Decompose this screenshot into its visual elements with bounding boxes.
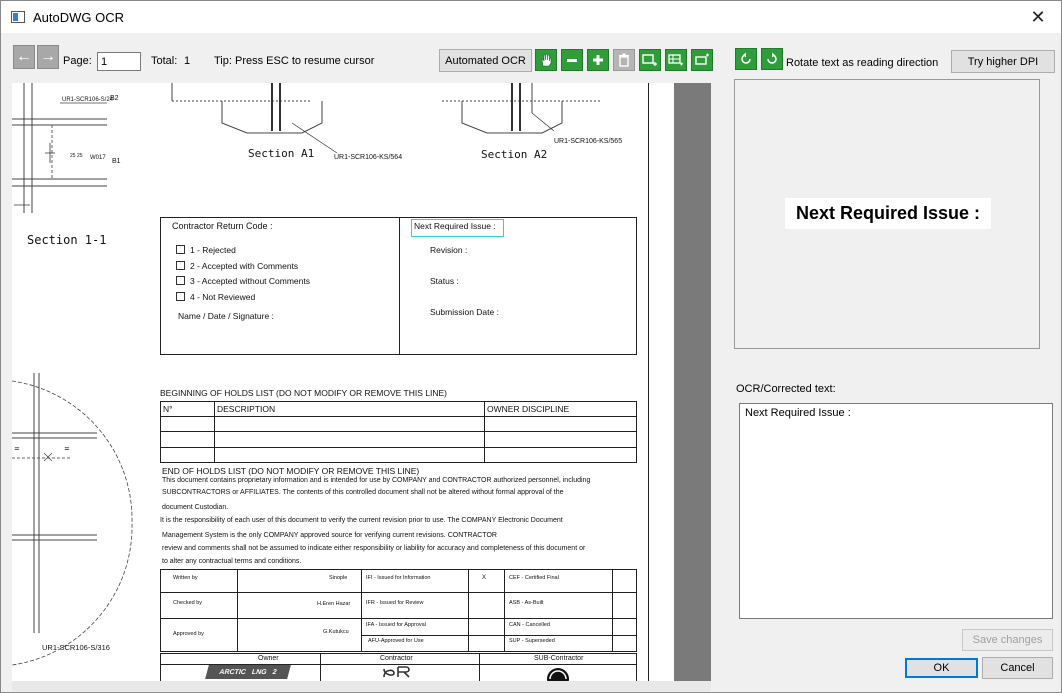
rotate-cw-icon[interactable] [761, 48, 783, 70]
ref-label-s316: UR1-SCR106-S/316 [42, 643, 110, 652]
return-option-3-checkbox[interactable] [176, 276, 185, 285]
status-ifa: IFA - Issued for Approval [366, 622, 426, 628]
return-option-4-checkbox[interactable] [176, 292, 185, 301]
rotate-ccw-icon[interactable] [735, 48, 757, 70]
logo-arctic-text: ARCTIC [218, 668, 247, 676]
total-label: Total: [151, 55, 178, 67]
add-region-icon[interactable] [639, 49, 661, 71]
toolbar [1, 45, 1062, 73]
signature-label: Name / Date / Signature : [178, 311, 274, 321]
signoff-row-line [361, 635, 637, 636]
ref-label-b2: B2 [110, 95, 119, 102]
revision-label: Revision : [430, 245, 468, 255]
holds-col-description: DESCRIPTION [217, 404, 276, 414]
drawing-viewer[interactable] [12, 83, 711, 681]
next-page-button[interactable]: → [37, 45, 59, 69]
return-option-1-checkbox[interactable] [176, 245, 185, 254]
written-by-name: Sinople [329, 575, 348, 581]
ref-label-b1: B1 [112, 158, 121, 165]
higher-dpi-button[interactable]: Try higher DPI [951, 50, 1055, 73]
minus-icon[interactable] [561, 49, 583, 71]
holds-end-label: END OF HOLDS LIST (DO NOT MODIFY OR REMOVE THIS LINE) [162, 466, 420, 476]
submission-label: Submission Date : [430, 307, 499, 317]
window-title: AutoDWG OCR [33, 9, 125, 25]
contractor-label: Contractor [380, 655, 413, 662]
ref-label-ks564: UR1-SCR106-KS/564 [334, 154, 403, 161]
return-option-1: 1 - Rejected [190, 245, 236, 255]
signoff-col-line [237, 569, 238, 652]
app-icon [11, 11, 25, 23]
section-1-1-label: Section 1-1 [27, 233, 107, 247]
ocr-preview-panel [734, 79, 1040, 349]
tip-text: Tip: Press ESC to resume cursor [214, 55, 375, 67]
notice-line-5: Management System is the only COMPANY approved source for verifying current revisions. CONTRACTOR [162, 532, 497, 539]
trash-icon[interactable] [613, 49, 635, 71]
logo-lng-text: LNG [250, 668, 268, 676]
arctic-lng-logo [205, 665, 291, 679]
notice-line-3: document Custodian. [162, 504, 229, 511]
status-cef: CEF - Certified Final [509, 575, 559, 581]
holds-row-line [160, 416, 637, 417]
return-code-title: Contractor Return Code : [172, 221, 273, 231]
return-option-2: 2 - Accepted with Comments [190, 261, 299, 271]
status-ifr: IFR - Issued for Review [366, 600, 424, 606]
ref-label-s24: UR1-SCR106-S/24 [62, 97, 114, 103]
total-value: 1 [184, 55, 191, 67]
notice-line-7: to alter any contractual terms and conditions. [162, 558, 302, 565]
rotate-label: Rotate text as reading direction [786, 57, 939, 69]
status-ifi: IFI - Issued for Information [366, 575, 431, 581]
ocr-text-label: OCR/Corrected text: [736, 383, 836, 395]
return-code-divider [399, 217, 400, 355]
ok-button[interactable]: OK [905, 658, 978, 678]
holds-col-owner-discipline: OWNER DISCIPLINE [487, 404, 570, 414]
status-afu: AFU-Approved for Use [368, 638, 424, 644]
viewer-background [674, 83, 711, 681]
notice-line-4: It is the responsibility of each user of this document to verify the current revision prior to use. The COMPANY Electronic Document [160, 517, 563, 524]
section-a2-label: Section A2 [481, 148, 548, 161]
ref-label-ks565: UR1-SCR106-KS/565 [554, 138, 623, 145]
holds-col-number: N° [163, 404, 173, 414]
cancel-button[interactable]: Cancel [982, 657, 1053, 679]
holds-begin-label: BEGINNING OF HOLDS LIST (DO NOT MODIFY OR REMOVE THIS LINE) [160, 388, 447, 398]
signoff-row-line [160, 618, 637, 619]
notice-line-1: This document contains proprietary information and is intended for use by COMPANY and CONTRACTOR authorized personnel, including [162, 477, 591, 484]
written-by-label: Written by [173, 575, 198, 581]
return-option-2-checkbox[interactable] [176, 261, 185, 270]
svg-text:=: = [14, 445, 20, 453]
checked-by-label: Checked by [173, 600, 203, 606]
ocr-text-field[interactable] [739, 403, 1053, 619]
sub-contractor-logo [546, 667, 570, 681]
notice-line-6: review and comments shall not be assumed to indicate either responsibility or liability for accuracy and completeness of this document or [162, 545, 586, 552]
signoff-row-line [160, 592, 637, 593]
section-a1-label: Section A1 [248, 147, 315, 160]
status-x-mark: X [482, 575, 487, 581]
signoff-col-line [361, 569, 362, 652]
notice-line-2: SUBCONTRACTORS or AFFILIATES. The contents of this controlled document shall not be altered without formal approval of the [162, 489, 564, 496]
save-changes-button[interactable]: Save changes [962, 629, 1053, 651]
page-label: Page: [63, 55, 92, 67]
preview-image-text: Next Required Issue : [785, 198, 991, 229]
approved-by-name: G.Kutukcu [323, 629, 349, 635]
add-table-icon[interactable] [665, 49, 687, 71]
holds-row-line [160, 431, 637, 432]
signoff-col-line [468, 569, 469, 652]
signoff-col-line [612, 569, 613, 652]
hand-icon[interactable] [535, 49, 557, 71]
return-option-4: 4 - Not Reviewed [190, 292, 256, 302]
contractor-logo [382, 665, 412, 679]
plus-icon[interactable] [587, 49, 609, 71]
holds-row-line [160, 447, 637, 448]
sub-contractor-label: SUB-Contractor [534, 655, 584, 662]
status-sup: SUP - Superseded [509, 638, 555, 644]
page-input[interactable] [97, 52, 141, 71]
structural-detail-left [12, 83, 172, 223]
approved-by-label: Approved by [173, 631, 204, 637]
holds-col-line [214, 401, 215, 463]
dim-label: 25 25 [70, 153, 83, 159]
signoff-col-line [504, 569, 505, 652]
status-label: Status : [430, 276, 459, 286]
svg-text:=: = [64, 445, 70, 453]
holds-col-line [484, 401, 485, 463]
ref-label-w017: W017 [90, 155, 106, 161]
horizontal-scrollbar[interactable] [12, 681, 711, 691]
checked-by-name: H.Eren Hazar [317, 601, 351, 607]
add-box-icon[interactable] [691, 49, 713, 71]
title-bar [1, 1, 1061, 33]
return-option-3: 3 - Accepted without Comments [190, 276, 311, 286]
ownership-col-line [320, 653, 321, 681]
prev-page-button[interactable]: ← [13, 45, 35, 69]
owner-label: Owner [258, 655, 279, 662]
ownership-col-line [479, 653, 480, 681]
circular-detail [12, 373, 142, 673]
next-issue-label: Next Required Issue : [414, 221, 496, 231]
logo-number-text: 2 [271, 668, 278, 676]
status-asb: ASB - As-Built [509, 600, 544, 606]
page-border [648, 83, 649, 681]
status-can: CAN - Cancelled [509, 622, 550, 628]
automated-ocr-button[interactable]: Automated OCR [439, 49, 532, 72]
close-icon[interactable]: ✕ [1030, 6, 1046, 27]
